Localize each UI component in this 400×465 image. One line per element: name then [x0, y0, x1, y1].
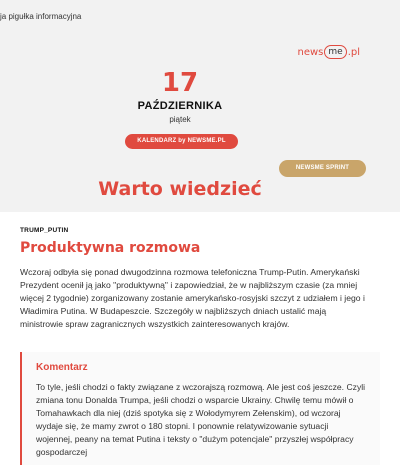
article-tag[interactable]: TRUMP_PUTIN — [20, 227, 69, 234]
sprint-button[interactable]: NEWSME SPRINT — [279, 160, 366, 177]
article-card — [0, 212, 400, 465]
comment-box — [20, 352, 380, 465]
top-bar — [0, 0, 400, 40]
month-name: PAŹDZIERNIKA — [137, 100, 223, 112]
newsme-logo[interactable] — [297, 45, 360, 59]
calendar-button[interactable]: KALENDARZ by NEWSME.PL — [125, 134, 238, 149]
section-heading: Warto wiedzieć — [98, 178, 262, 200]
logo-domain: .pl — [347, 46, 360, 58]
logo-news: news — [297, 46, 324, 58]
date-block — [0, 68, 360, 124]
logo-me: me — [324, 45, 346, 59]
tagline: ja pigułka informacyjna — [0, 12, 82, 21]
weekday: piątek — [169, 115, 191, 124]
comment-title: Komentarz — [36, 362, 88, 373]
comment-body: To tyle, jeśli chodzi o fakty związane z wczorajszą rozmową. Ale jest coś jeszcze. Czyli zmiana tonu Donalda Trumpa, jeśli chodzi o wsparcie Ukrainy. Chwilę temu mówił o Tomahawkach dla niej (dziś spotyka się z Wołodymyrem Zełenskim), od wczoraj wydaje się, że mamy zwrot o 180 stopni. I ponownie relatywizowanie sytuacji wojennej, peany na temat Putina i teksty o "dużym potencjale" przyszłej współpracy gospodarczej — [36, 382, 366, 457]
day-number: 17 — [161, 68, 199, 98]
article-body: Wczoraj odbyła się ponad dwugodzinna rozmowa telefoniczna Trump-Putin. Amerykański Prezydent ocenił ją jako "produktywną" i zapowiedział, że w najbliższym czasie (za mniej więcej 2 tygodnie) zorganizowany zostanie amerykańsko-rosyjski szczyt z udziałem i jego i Władimira Putina. W Budapeszcie. Szczegóły w najbliższych dniach ustalić mają ministrowie spraw zagranicznych wszystkich zainteresowanych krajów. — [20, 267, 365, 329]
article-title[interactable]: Produktywna rozmowa — [20, 240, 201, 256]
